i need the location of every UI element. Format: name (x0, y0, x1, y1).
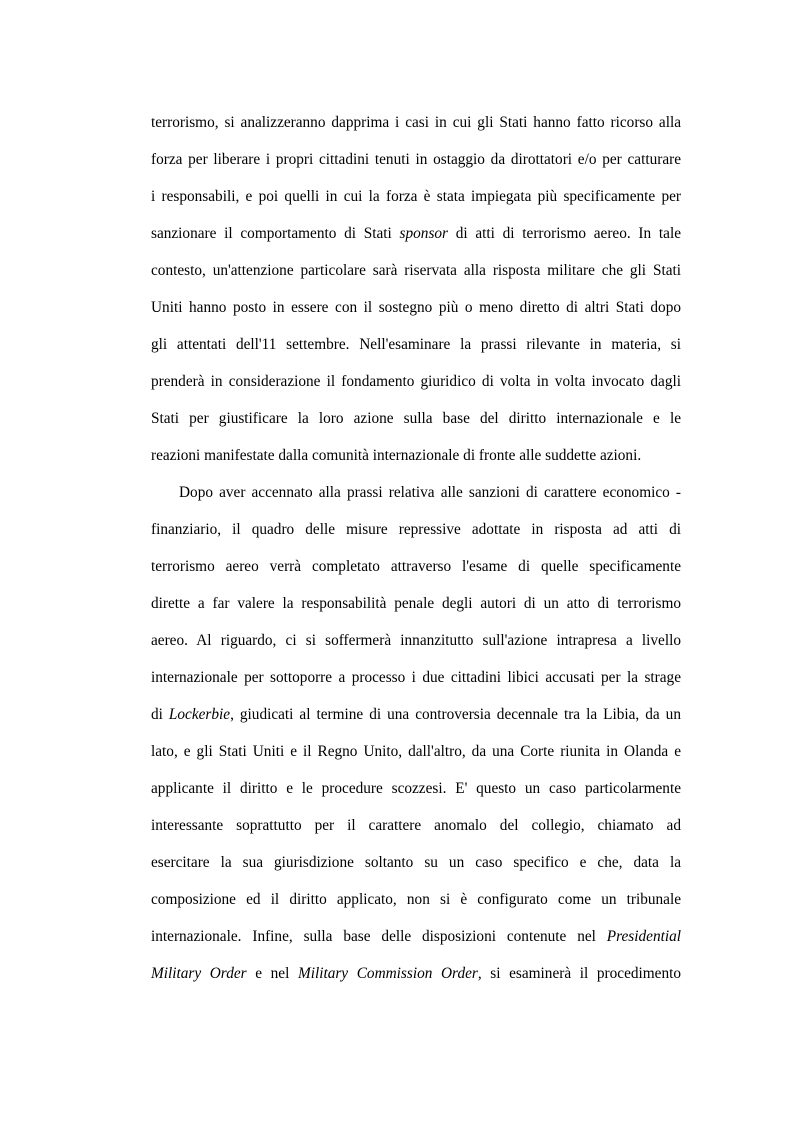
text-segment: di (151, 706, 169, 723)
text-line (151, 104, 681, 141)
text-line (151, 770, 681, 807)
text-segment: Uniti hanno posto in essere con il sostegno più o meno diretto di altri Stati dopo (151, 299, 681, 316)
text-segment: interessante soprattutto per il carattere anomalo del collegio, chiamato ad (151, 817, 681, 834)
text-segment: finanziario, il quadro delle misure repressive adottate in risposta ad atti di (151, 521, 681, 538)
text-segment: terrorismo aereo verrà completato attraverso l'esame di quelle specificamente (151, 558, 681, 575)
text-line (151, 252, 681, 289)
text-line (151, 363, 681, 400)
italic-text: Military Commission Order (297, 965, 478, 982)
text-line (151, 733, 681, 770)
text-line (151, 622, 681, 659)
text-line (151, 437, 681, 474)
text-segment: contesto, un'attenzione particolare sarà riservata alla risposta militare che gli Stati (151, 262, 681, 279)
text-line (151, 178, 681, 215)
italic-text: sponsor (399, 225, 448, 242)
text-line (151, 400, 681, 437)
text-segment: prenderà in considerazione il fondamento giuridico di volta in volta invocato dagli (151, 373, 681, 390)
text-line (151, 918, 681, 955)
text-segment: dirette a far valere la responsabilità penale degli autori di un atto di terrorismo (151, 595, 681, 612)
text-line (151, 659, 681, 696)
text-line (151, 511, 681, 548)
italic-text: Military Order (151, 965, 247, 982)
paragraph (151, 104, 681, 474)
text-line (151, 474, 681, 511)
text-segment: , giudicati al termine di una controversia decennale tra la Libia, da un (230, 706, 681, 723)
text-segment: applicante il diritto e le procedure scozzesi. E' questo un caso particolarmente (151, 780, 681, 797)
text-line (151, 141, 681, 178)
text-segment: internazionale per sottoporre a processo i due cittadini libici accusati per la strage (151, 669, 681, 686)
document-body (151, 104, 681, 992)
text-segment: forza per liberare i propri cittadini tenuti in ostaggio da dirottatori e/o per catturare (151, 151, 681, 168)
text-line (151, 548, 681, 585)
text-segment: di atti di terrorismo aereo. In tale (448, 225, 681, 242)
text-segment: sanzionare il comportamento di Stati (151, 225, 400, 242)
text-segment: composizione ed il diritto applicato, non si è configurato come un tribunale (151, 891, 681, 908)
text-segment: Dopo aver accennato alla prassi relativa alle sanzioni di carattere economico - (179, 484, 681, 501)
text-segment: lato, e gli Stati Uniti e il Regno Unito, dall'altro, da una Corte riunita in Olanda e (151, 743, 681, 760)
text-segment: aereo. Al riguardo, ci si soffermerà innanzitutto sull'azione intrapresa a livello (151, 632, 681, 649)
text-segment: e nel (246, 965, 298, 982)
text-line (151, 215, 681, 252)
text-segment: i responsabili, e poi quelli in cui la forza è stata impiegata più specificamente per (151, 188, 681, 205)
text-segment: esercitare la sua giurisdizione soltanto su un caso specifico e che, data la (151, 854, 681, 871)
text-segment: gli attentati dell'11 settembre. Nell'esaminare la prassi rilevante in materia, si (151, 336, 681, 353)
text-segment: , si esaminerà il procedimento (477, 965, 681, 982)
text-segment: Stati per giustificare la loro azione sulla base del diritto internazionale e le (151, 410, 681, 427)
text-line (151, 326, 681, 363)
document-page (151, 104, 681, 992)
text-segment: terrorismo, si analizzeranno dapprima i casi in cui gli Stati hanno fatto ricorso alla (151, 114, 681, 131)
text-line (151, 585, 681, 622)
text-line (151, 844, 681, 881)
paragraph (151, 474, 681, 992)
text-line (151, 696, 681, 733)
text-line (151, 955, 681, 992)
text-line (151, 881, 681, 918)
text-segment: reazioni manifestate dalla comunità internazionale di fronte alle suddette azioni. (151, 447, 642, 464)
text-segment: internazionale. Infine, sulla base delle disposizioni contenute nel (151, 928, 607, 945)
text-line (151, 289, 681, 326)
text-line (151, 807, 681, 844)
italic-text: Lockerbie (168, 706, 231, 723)
italic-text: Presidential (606, 928, 681, 945)
